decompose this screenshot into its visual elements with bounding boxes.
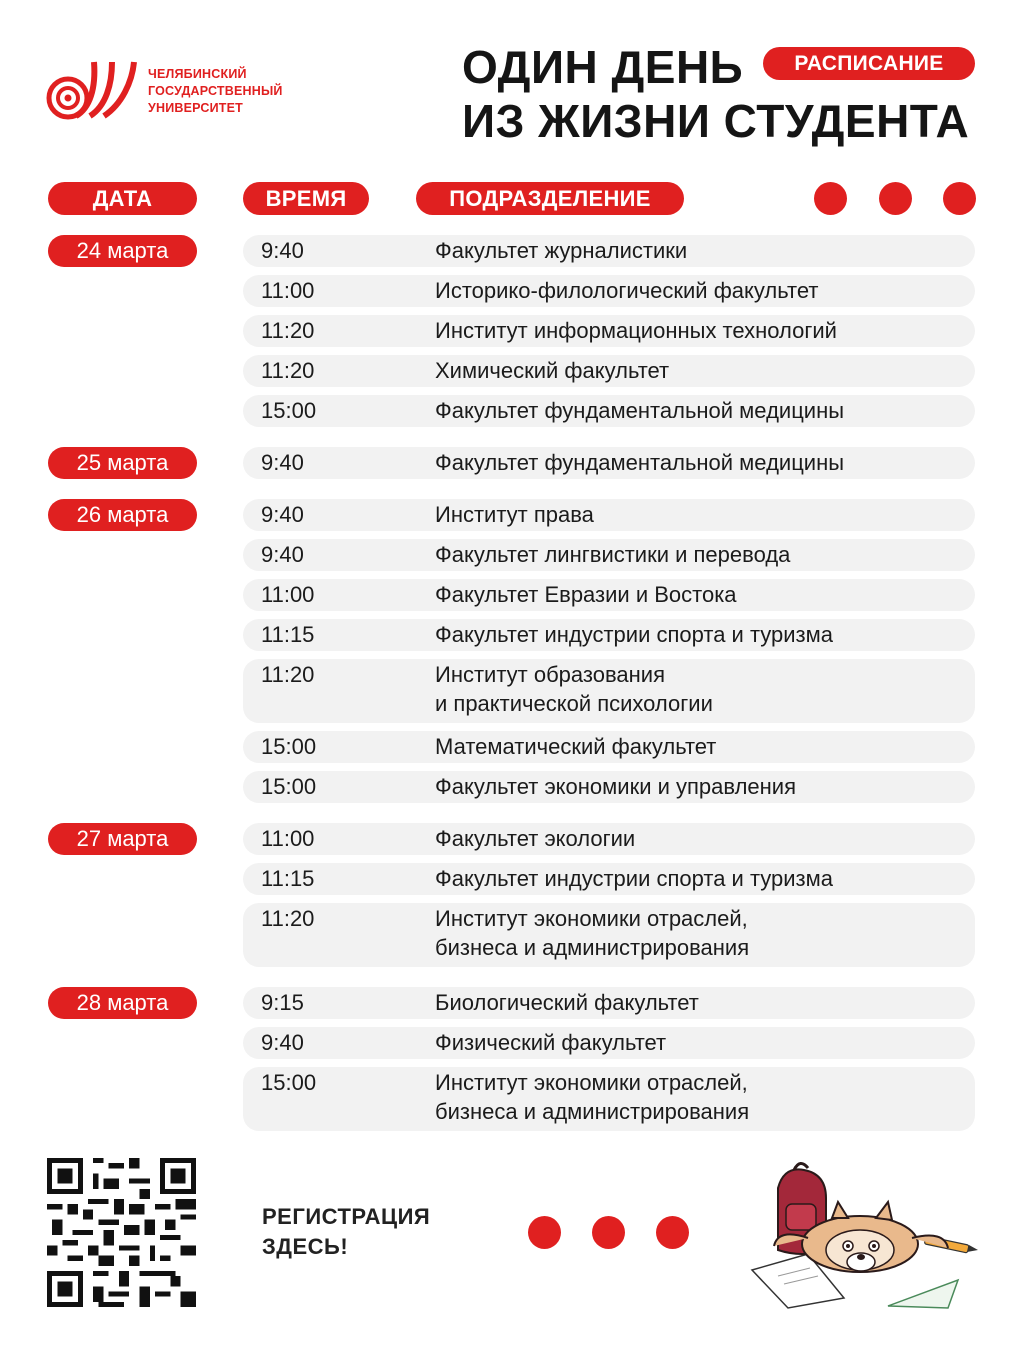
schedule-row (243, 823, 975, 855)
session-unit: Факультет фундаментальной медицины (435, 450, 845, 475)
session-time: 11:20 (261, 906, 315, 931)
session-unit: Факультет индустрии спорта и туризма (435, 622, 834, 647)
schedule-row (243, 539, 975, 571)
session-unit: Химический факультет (435, 358, 670, 383)
session-time: 9:40 (261, 542, 304, 567)
session-time: 9:15 (261, 990, 304, 1015)
session-unit: Историко-филологический факультет (435, 278, 819, 303)
schedule-row (243, 275, 975, 307)
registration-label (262, 1202, 430, 1262)
schedule-row (243, 659, 975, 723)
schedule-row (243, 1027, 975, 1059)
session-unit: Институт экономики отраслей, бизнеса и администрирования (435, 1070, 750, 1124)
schedule-row (243, 619, 975, 651)
schedule-row (243, 499, 975, 531)
decorative-dot-icon (943, 182, 976, 215)
schedule-row (243, 987, 975, 1019)
session-time: 15:00 (261, 1070, 317, 1095)
schedule-row (243, 315, 975, 347)
schedule-row (243, 235, 975, 267)
session-unit: Факультет экологии (435, 826, 636, 851)
session-unit: Факультет журналистики (435, 238, 688, 263)
date-label: 27 марта (48, 823, 197, 855)
date-label: 26 марта (48, 499, 197, 531)
column-header-time: ВРЕМЯ (243, 182, 369, 215)
session-time: 9:40 (261, 238, 304, 263)
session-time: 11:00 (261, 826, 315, 851)
session-time: 15:00 (261, 734, 317, 759)
title-line: ИЗ ЖИЗНИ СТУДЕНТА (462, 95, 970, 147)
date-label: 24 марта (48, 235, 197, 267)
schedule-row (243, 863, 975, 895)
university-name-line: ГОСУДАРСТВЕННЫЙ (148, 84, 283, 98)
session-time: 11:00 (261, 278, 315, 303)
session-time: 11:20 (261, 318, 315, 343)
session-time: 11:20 (261, 358, 315, 383)
decorative-dot-icon (814, 182, 847, 215)
session-time: 15:00 (261, 398, 317, 423)
registration-line: ЗДЕСЬ! (262, 1234, 349, 1259)
schedule-row (243, 395, 975, 427)
session-time: 11:15 (261, 622, 315, 647)
session-time: 11:15 (261, 866, 315, 891)
decorative-dot-icon (879, 182, 912, 215)
session-unit: Физический факультет (435, 1030, 667, 1055)
registration-line: РЕГИСТРАЦИЯ (262, 1204, 431, 1229)
university-logo-icon (46, 58, 140, 120)
session-time: 15:00 (261, 774, 317, 799)
session-unit: Институт информационных технологий (435, 318, 837, 343)
column-header-unit: ПОДРАЗДЕЛЕНИЕ (416, 182, 684, 215)
date-label: 25 марта (48, 447, 197, 479)
cat-with-backpack-illustration (748, 1158, 980, 1310)
title-line: ОДИН ДЕНЬ (462, 41, 744, 93)
qr-code-icon[interactable] (47, 1158, 196, 1307)
session-time: 9:40 (261, 502, 304, 527)
session-unit: Факультет экономики и управления (435, 774, 797, 799)
university-name-line: ЧЕЛЯБИНСКИЙ (148, 67, 247, 81)
schedule-row (243, 447, 975, 479)
decorative-dot-icon (528, 1216, 561, 1249)
date-label: 28 марта (48, 987, 197, 1019)
session-unit: Биологический факультет (435, 990, 699, 1015)
university-name-line: УНИВЕРСИТЕТ (148, 101, 243, 115)
university-name (148, 66, 283, 117)
session-unit: Факультет лингвистики и перевода (435, 542, 791, 567)
session-time: 9:40 (261, 450, 304, 475)
schedule-row (243, 579, 975, 611)
session-time: 11:20 (261, 662, 315, 687)
session-unit: Факультет индустрии спорта и туризма (435, 866, 834, 891)
schedule-row (243, 771, 975, 803)
schedule-row (243, 731, 975, 763)
session-unit: Институт права (435, 502, 594, 527)
session-unit: Факультет фундаментальной медицины (435, 398, 845, 423)
column-header-date: ДАТА (48, 182, 197, 215)
schedule-row (243, 903, 975, 967)
session-unit: Институт экономики отраслей, бизнеса и администрирования (435, 906, 750, 960)
decorative-dot-icon (592, 1216, 625, 1249)
session-time: 9:40 (261, 1030, 304, 1055)
session-unit: Факультет Евразии и Востока (435, 582, 737, 607)
schedule-row (243, 355, 975, 387)
session-time: 11:00 (261, 582, 315, 607)
session-unit: Институт образования и практической психологии (435, 662, 713, 716)
session-unit: Математический факультет (435, 734, 717, 759)
schedule-row (243, 1067, 975, 1131)
decorative-dot-icon (656, 1216, 689, 1249)
schedule-badge: РАСПИСАНИЕ (763, 47, 975, 80)
